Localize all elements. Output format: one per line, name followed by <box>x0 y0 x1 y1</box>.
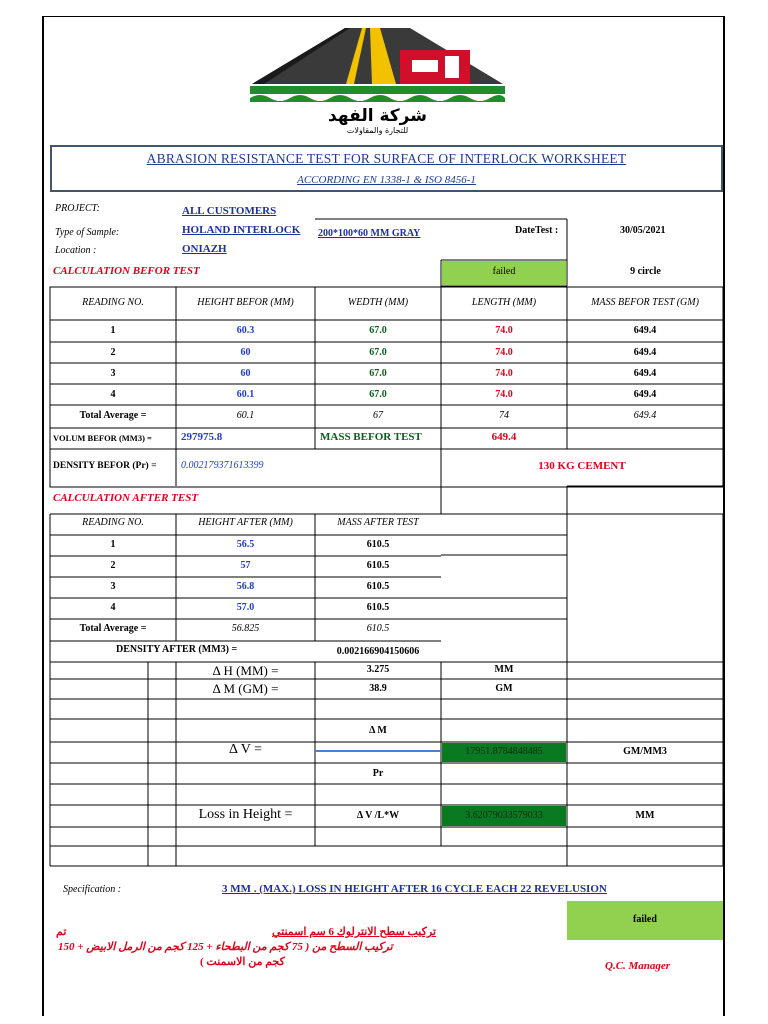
table-cell: 74.0 <box>495 325 513 336</box>
qc-manager: Q.C. Manager <box>605 960 671 972</box>
table-cell: 1 <box>110 325 116 336</box>
volume-value: 297975.8 <box>181 431 223 443</box>
table-cell: 2 <box>110 560 116 571</box>
table-cell: 610.5 <box>366 602 390 613</box>
volume-label: VOLUM BEFOR (MM3) = <box>53 433 152 443</box>
density-after-label: DENSITY AFTER (MM3) = <box>116 644 238 655</box>
sample-value: HOLAND INTERLOCK <box>182 224 301 236</box>
table-cell: 610.5 <box>366 581 390 592</box>
after-average-mass: 610.5 <box>366 623 390 634</box>
delta-v-value: 17951.8784848485 <box>465 746 543 757</box>
table-cell: 60.3 <box>236 325 255 336</box>
table-cell: 649.4 <box>633 368 657 379</box>
table-cell: 67.0 <box>369 368 387 379</box>
cement-note: 130 KG CEMENT <box>538 460 626 472</box>
average-cell: 74 <box>499 410 509 421</box>
after-section-title: CALCULATION AFTER TEST <box>53 492 199 504</box>
spec-value: 3 MM . (MAX.) LOSS IN HEIGHT AFTER 16 CYCLE EACH 22 REVELUSION <box>222 883 607 895</box>
column-header: LENGTH (MM) <box>471 297 537 308</box>
delta-h-unit: MM <box>494 664 514 675</box>
company-name: شركة الفهد <box>328 106 427 126</box>
table-cell: 67.0 <box>369 325 387 336</box>
delta-m-value: 38.9 <box>369 683 387 694</box>
table-cell: 3 <box>110 581 116 592</box>
table-cell: 57.0 <box>236 602 255 613</box>
column-header: HEIGHT AFTER (MM) <box>198 517 293 528</box>
date-label: DateTest : <box>515 225 559 236</box>
loss-unit: MM <box>635 810 655 821</box>
delta-v-numerator: Δ M <box>369 725 387 736</box>
table-cell: 60 <box>240 368 251 379</box>
loss-height-label: Loss in Height = <box>198 807 293 822</box>
page-subtitle: ACCORDING EN 1338-1 & ISO 8456-1 <box>297 174 476 186</box>
density-before-label: DENSITY BEFOR (Pr) = <box>53 461 157 471</box>
column-header: HEIGHT BEFOR (MM) <box>197 297 294 308</box>
delta-h-value: 3.275 <box>366 664 390 675</box>
loss-formula: Δ V /L*W <box>356 810 400 821</box>
table-cell: 610.5 <box>366 560 390 571</box>
table-cell: 3 <box>110 368 116 379</box>
sample-label: Type of Sample: <box>55 227 120 238</box>
after-average-label: Total Average = <box>79 623 147 634</box>
table-cell: 56.8 <box>236 581 255 592</box>
date-value: 30/05/2021 <box>620 225 666 236</box>
mass-before-value: 649.4 <box>491 431 517 443</box>
spec-label: Specification : <box>63 884 122 895</box>
table-cell: 649.4 <box>633 325 657 336</box>
cycle-count: 9 circle <box>630 266 661 277</box>
delta-h-label: Δ H (MM) = <box>212 663 279 678</box>
table-cell: 56.5 <box>236 539 255 550</box>
location-label: Location : <box>55 245 97 256</box>
arabic-note-line2: تركيب السطح من ( 75 كجم من البطحاء + 125 كجم من الرمل الابيض + 150 <box>58 941 393 953</box>
table-cell: 610.5 <box>366 539 390 550</box>
project-value: ALL CUSTOMERS <box>182 205 277 217</box>
mass-before-label: MASS BEFOR TEST <box>320 431 422 443</box>
before-section-title: CALCULATION BEFOR TEST <box>53 265 200 277</box>
average-cell: 60.1 <box>236 410 255 421</box>
table-cell: 649.4 <box>633 347 657 358</box>
after-average-height: 56.825 <box>231 623 260 634</box>
column-header: MASS AFTER TEST <box>337 517 419 528</box>
before-average-label: Total Average = <box>79 410 147 421</box>
average-cell: 649.4 <box>633 410 657 421</box>
table-cell: 60.1 <box>236 389 255 400</box>
table-cell: 74.0 <box>495 347 513 358</box>
final-result: failed <box>633 914 657 925</box>
table-cell: 60 <box>240 347 251 358</box>
page-title: ABRASION RESISTANCE TEST FOR SURFACE OF INTERLOCK WORKSHEET <box>146 151 627 166</box>
before-status: failed <box>492 266 516 277</box>
table-cell: 67.0 <box>369 389 387 400</box>
delta-m-unit: GM <box>495 683 513 694</box>
table-cell: 67.0 <box>369 347 387 358</box>
delta-v-unit: GM/MM3 <box>623 746 667 757</box>
table-cell: 4 <box>110 602 116 613</box>
column-header: MASS BEFOR TEST (GM) <box>591 297 699 308</box>
arabic-note-line1b: تم <box>56 926 67 938</box>
arabic-note-line3: كجم من الاسمنت ) <box>200 956 285 968</box>
density-after-value: 0.002166904150606 <box>336 646 420 657</box>
delta-m-label: Δ M (GM) = <box>212 681 279 696</box>
sample-size: 200*100*60 MM GRAY <box>318 228 421 239</box>
table-cell: 74.0 <box>495 368 513 379</box>
arabic-note-line1: تركيب سطح الانترلوك 6 سم اسمنتي <box>272 926 436 938</box>
table-cell: 57 <box>240 560 251 571</box>
table-cell: 649.4 <box>633 389 657 400</box>
column-header: READING NO. <box>82 517 144 528</box>
average-cell: 67 <box>373 410 383 421</box>
delta-v-label: Δ V = <box>229 742 262 757</box>
delta-v-denominator: Pr <box>372 768 384 779</box>
column-header: READING NO. <box>82 297 144 308</box>
table-cell: 4 <box>110 389 116 400</box>
company-tagline: للتجارة والمقاولات <box>346 126 409 135</box>
density-before-value: 0.002179371613399 <box>181 460 264 471</box>
project-label: PROJECT: <box>55 203 100 214</box>
location-value: ONIAZH <box>182 243 227 255</box>
table-cell: 74.0 <box>495 389 513 400</box>
table-cell: 2 <box>110 347 116 358</box>
loss-value: 3.62079033579033 <box>465 810 543 821</box>
table-cell: 1 <box>110 539 116 550</box>
column-header: WEDTH (MM) <box>347 297 409 308</box>
